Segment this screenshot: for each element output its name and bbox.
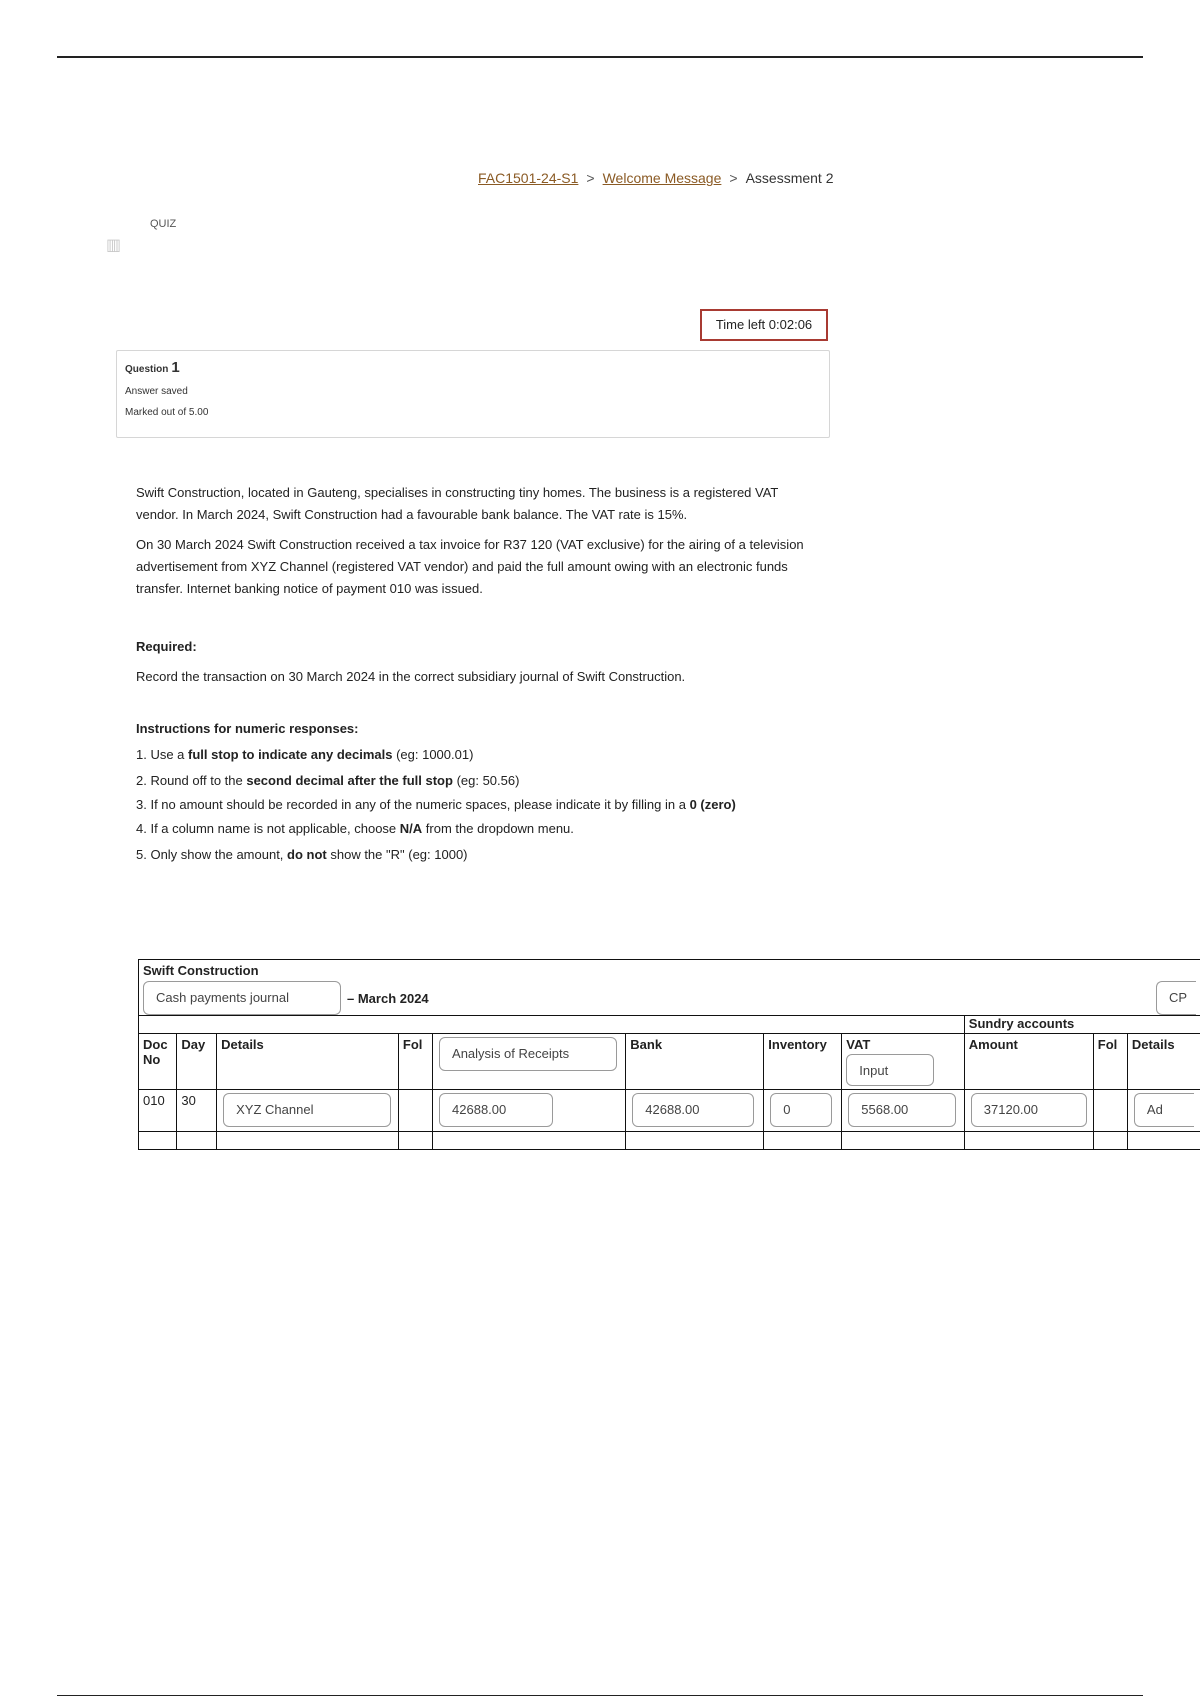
amount-header: Amount [964,1034,1093,1090]
required-heading: Required: [136,639,197,654]
sundry-details-input[interactable]: Ad [1134,1093,1194,1127]
instruction-2: 2. Round off to the second decimal after the full stop (eg: 50.56) [136,773,520,788]
vat-type-select[interactable]: Input [846,1054,934,1086]
details2-header: Details [1127,1034,1200,1090]
question-text [136,482,816,870]
breadcrumb-course-link[interactable]: FAC1501-24-S1 [478,170,579,186]
instruction-3: 3. If no amount should be recorded in any of the numeric spaces, please indicate it by filling in a 0 (zero) [136,797,736,812]
breadcrumb [478,170,834,186]
journal-folio-select[interactable]: CP [1156,981,1196,1015]
instruction-1: 1. Use a full stop to indicate any decimals (eg: 1000.01) [136,747,474,762]
company-name: Swift Construction [143,963,259,978]
breadcrumb-current: Assessment 2 [745,170,834,186]
fol2-header: Fol [1093,1034,1127,1090]
transaction-paragraph: On 30 March 2024 Swift Construction received a tax invoice for R37 120 (VAT exclusive) for the airing of a television advertisement from XYZ Channel (registered VAT vendor) and paid the full amount owing with an electronic funds transfer. Internet banking notice of payment 010 was issued. [136,537,804,596]
doc-no-header: Doc No [139,1034,177,1090]
bank-header: Bank [626,1034,764,1090]
question-marks: Marked out of 5.00 [125,407,209,418]
fol-header: Fol [398,1034,432,1090]
day-header: Day [177,1034,217,1090]
answer-status: Answer saved [125,386,188,397]
journal-table [138,959,1200,1152]
bottom-rule [57,1695,1143,1696]
time-left-timer: Time left 0:02:06 [700,309,828,341]
journal-period: – March 2024 [347,990,429,1006]
bank-amount-input[interactable]: 42688.00 [632,1093,754,1127]
instruction-5: 5. Only show the amount, do not show the "R" (eg: 1000) [136,847,468,862]
breadcrumb-separator: > [586,170,595,186]
breadcrumb-section-link[interactable]: Welcome Message [602,170,722,186]
analysis-column-select[interactable]: Analysis of Receipts [439,1037,617,1071]
details-header: Details [217,1034,399,1090]
required-text: Record the transaction on 30 March 2024 in the correct subsidiary journal of Swift Construction. [136,669,686,684]
sundry-accounts-header: Sundry accounts [964,1016,1200,1034]
doc-no-cell: 010 [139,1090,177,1132]
top-rule [57,56,1143,58]
table-row [139,1090,1200,1132]
inventory-amount-input[interactable]: 0 [770,1093,832,1127]
day-cell: 30 [177,1090,217,1132]
question-number: Question 1 [125,359,180,376]
analysis-amount-input[interactable]: 42688.00 [439,1093,553,1127]
sundry-amount-input[interactable]: 37120.00 [971,1093,1087,1127]
details-input[interactable]: XYZ Channel [223,1093,391,1127]
instruction-4: 4. If a column name is not applicable, choose N/A from the dropdown menu. [136,821,574,836]
scenario-paragraph: Swift Construction, located in Gauteng, specialises in constructing tiny homes. The business is a registered VAT vendor. In March 2024, Swift Construction had a favourable bank balance. The VAT rate is 15%. [136,485,779,522]
vat-header: VAT [846,1037,871,1052]
inventory-header: Inventory [764,1034,842,1090]
journal-type-select[interactable]: Cash payments journal [143,981,341,1015]
quiz-label: QUIZ [150,218,177,230]
question-info-box [116,350,830,438]
instructions-heading: Instructions for numeric responses: [136,721,359,736]
vat-amount-input[interactable]: 5568.00 [848,1093,956,1127]
quiz-icon: ▥ [106,237,122,254]
breadcrumb-separator: > [729,170,738,186]
